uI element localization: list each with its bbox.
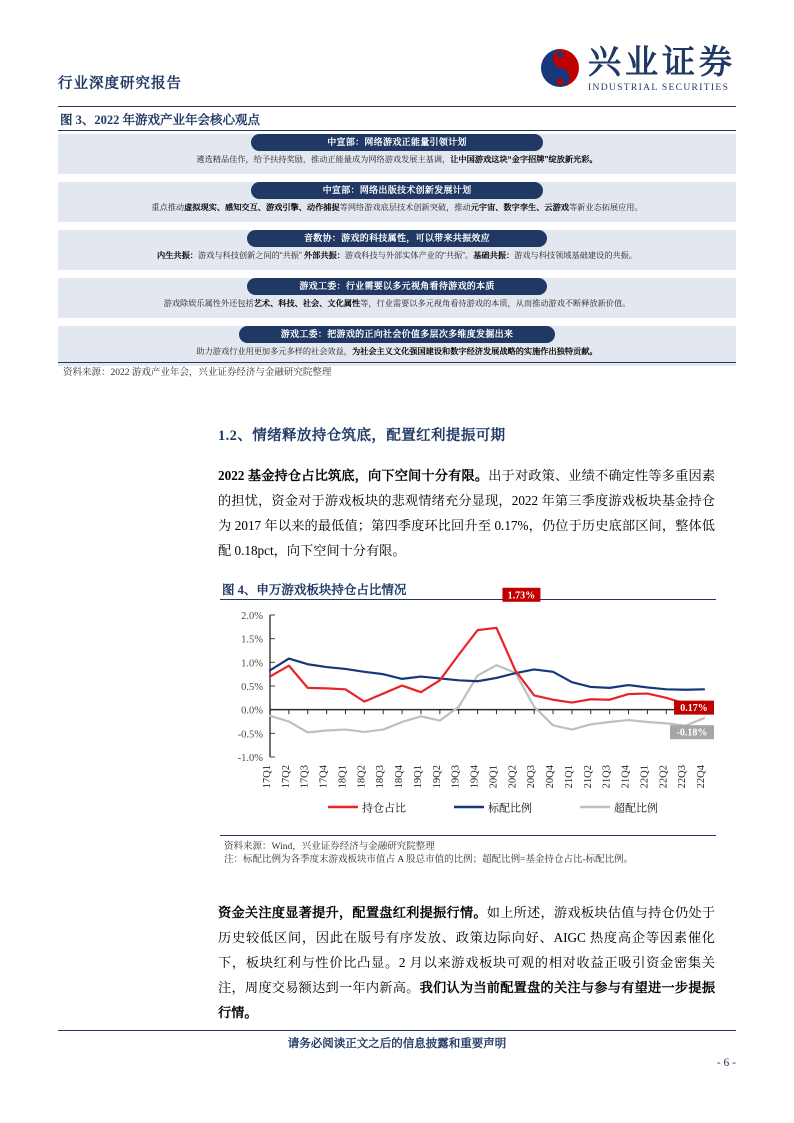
svg-text:22Q2: 22Q2 — [658, 765, 670, 789]
svg-text:17Q1: 17Q1 — [262, 765, 273, 789]
diagram-block-body: 重点推动虚拟现实、感知交互、游戏引擎、动作捕捉等网络游戏底层技术创新突破，推动元宇宙、数字孪生、云游戏等新业态拓展应用。 — [151, 203, 643, 212]
diagram-block-title: 音数协：游戏的科技属性，可以带来共振效应 — [247, 230, 547, 247]
svg-text:2.0%: 2.0% — [241, 611, 263, 622]
svg-text:17Q2: 17Q2 — [280, 765, 292, 789]
diagram-block — [58, 230, 736, 270]
figure3-source-rule — [58, 362, 736, 363]
figure4-source: 资料来源：Wind，兴业证券经济与金融研究院整理 — [224, 842, 435, 852]
diagram-block-body: 助力游戏行业用更加多元多样的社会效益，为社会主义文化强国建设和数字经济发展战略的实施作出独特贡献。 — [196, 347, 598, 356]
svg-text:17Q4: 17Q4 — [318, 765, 330, 789]
company-logo — [539, 46, 736, 93]
svg-text:1.0%: 1.0% — [241, 658, 263, 670]
svg-text:0.0%: 0.0% — [241, 705, 263, 717]
svg-text:-1.0%: -1.0% — [237, 753, 263, 764]
diagram-block-title: 中宣部：网络出版技术创新发展计划 — [251, 182, 543, 199]
svg-text:18Q3: 18Q3 — [375, 765, 387, 789]
diagram-block — [58, 182, 736, 222]
svg-text:18Q4: 18Q4 — [394, 765, 406, 789]
svg-text:19Q2: 19Q2 — [431, 765, 443, 789]
svg-text:0.17%: 0.17% — [680, 703, 708, 715]
diagram-block-title: 游戏工委：把游戏的正向社会价值多层次多维度发掘出来 — [239, 326, 555, 343]
svg-text:22Q4: 22Q4 — [696, 765, 707, 789]
figure4-note: 注：标配比例为各季度末游戏板块市值占 A 股总市值的比例；超配比例=基金持仓占比-标配比例。 — [224, 855, 634, 865]
page-number: - 6 - — [716, 1057, 736, 1069]
body-paragraph-2: 资金关注度显著提升，配置盘红利提振行情。如上所述，游戏板块估值与持仓仍处于历史较低区间，因此在版号有序发放、政策边际向好、AIGC 热度高企等因素催化下，板块红利与性价比凸显。2 月以来游戏板块可观的相对收益正吸引资金密集关注，周度交易额达到一年内新高。我们认为当前配置盘的关注与参与有望进一步提振行情。 — [218, 905, 716, 1020]
svg-text:18Q1: 18Q1 — [337, 765, 349, 789]
figure3-source: 资料来源：2022 游戏产业年会，兴业证券经济与金融研究院整理 — [63, 368, 332, 378]
svg-text:18Q2: 18Q2 — [356, 765, 368, 789]
footer-disclaimer: 请务必阅读正文之后的信息披露和重要声明 — [287, 1038, 507, 1050]
footer-divider — [58, 1030, 736, 1031]
svg-text:19Q1: 19Q1 — [412, 765, 424, 789]
svg-text:20Q4: 20Q4 — [545, 765, 557, 789]
header-divider — [58, 106, 736, 107]
svg-text:-0.5%: -0.5% — [237, 729, 263, 741]
figure4-caption: 图 4、申万游戏板块持仓占比情况 — [222, 583, 407, 597]
svg-text:21Q1: 21Q1 — [563, 765, 575, 789]
svg-text:21Q4: 21Q4 — [620, 765, 632, 789]
diagram-block — [58, 326, 736, 366]
diagram-block-title: 游戏工委：行业需要以多元视角看待游戏的本质 — [247, 278, 547, 295]
figure3-caption: 图 3、2022 年游戏产业年会核心观点 — [60, 113, 261, 127]
diagram-block-body: 遴选精品佳作，给予扶持奖励，推动正能量成为网络游戏发展主基调，让中国游戏这块“金字招牌”绽放新光彩。 — [196, 155, 598, 164]
diagram-block-body: 内生共振：游戏与科技创新之间的“共振” 外部共振：游戏科技与外部实体产业的“共振”。基础共振：游戏与科技领域基础建设的共振。 — [157, 251, 637, 260]
svg-text:21Q2: 21Q2 — [582, 765, 594, 789]
logo-english-name: INDUSTRIAL SECURITIES — [588, 83, 730, 93]
figure3-caption-rule — [58, 130, 736, 131]
section-heading: 1.2、情绪释放持仓筑底，配置红利提振可期 — [218, 428, 506, 444]
svg-text:持仓占比: 持仓占比 — [362, 802, 406, 815]
svg-text:20Q3: 20Q3 — [526, 765, 538, 789]
svg-text:-0.18%: -0.18% — [676, 727, 708, 739]
report-type-label: 行业深度研究报告 — [58, 76, 182, 92]
diagram-block — [58, 278, 736, 318]
svg-text:超配比例: 超配比例 — [614, 802, 658, 815]
figure3-diagram — [58, 134, 736, 360]
svg-text:20Q2: 20Q2 — [507, 765, 519, 789]
svg-text:1.73%: 1.73% — [507, 590, 536, 602]
figure4-caption-rule — [220, 599, 716, 600]
svg-text:19Q3: 19Q3 — [450, 765, 462, 789]
svg-text:21Q3: 21Q3 — [601, 765, 613, 789]
svg-text:22Q1: 22Q1 — [639, 765, 651, 789]
svg-text:17Q3: 17Q3 — [299, 765, 311, 789]
svg-text:19Q4: 19Q4 — [469, 765, 481, 789]
logo-mark-icon — [539, 47, 581, 89]
svg-text:标配比例: 标配比例 — [488, 802, 532, 815]
page-header — [58, 46, 736, 108]
body-paragraph-1: 2022 基金持仓占比筑底，向下空间十分有限。出于对政策、业绩不确定性等多重因素的担忧，资金对于游戏板块的悲观情绪充分显现，2022 年第三季度游戏板块基金持仓为 2017 年以来的最低值；第四季度环比回升至 0.17%，仍位于历史底部区间，整体低配 0.18pct，向下空间十分有限。 — [218, 468, 716, 558]
figure4-source-rule — [220, 835, 716, 836]
diagram-block-body: 游戏除娱乐属性外还包括艺术、科技、社会、文化属性等，行业需要以多元视角看待游戏的本质，从而推动游戏不断释放新价值。 — [163, 299, 631, 308]
svg-text:1.5%: 1.5% — [241, 634, 263, 646]
svg-text:20Q1: 20Q1 — [488, 765, 500, 789]
svg-text:0.5%: 0.5% — [241, 682, 263, 693]
diagram-block — [58, 134, 736, 174]
diagram-block-title: 中宣部：网络游戏正能量引领计划 — [251, 134, 543, 151]
svg-text:22Q3: 22Q3 — [677, 765, 689, 789]
logo-chinese-name: 兴业证券 — [588, 45, 736, 81]
